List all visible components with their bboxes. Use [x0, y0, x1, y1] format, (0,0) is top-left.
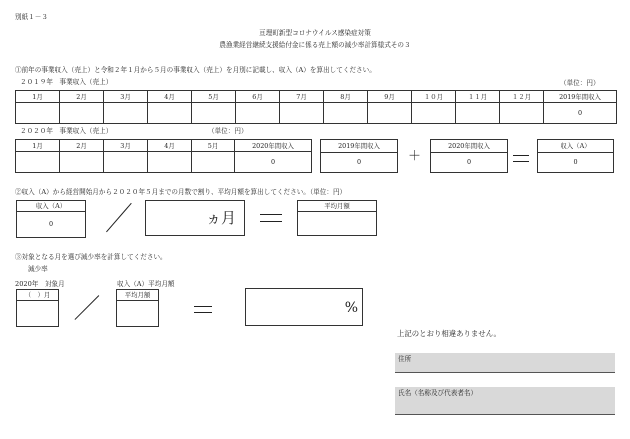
month-header-2019: 7月 — [280, 91, 324, 103]
title-line-2: 農漁業経営継続支援給付金に係る売上額の減少率計算様式その３ — [219, 41, 411, 49]
box-2019-annual-value: 0 — [356, 158, 362, 166]
annual-2020-header: 2020年間収入 — [235, 140, 312, 152]
month-input-2020[interactable] — [192, 152, 235, 173]
month-header-2020: 4月 — [148, 140, 192, 152]
month-input-2019[interactable] — [16, 103, 60, 124]
box-2019-annual-label: 2019年間収入 — [321, 140, 397, 153]
income-a-box — [537, 139, 614, 173]
target-month-caption: 2020年 対象月 — [15, 280, 65, 288]
y2019-label: ２０１９年 事業収入（売上） — [20, 78, 113, 86]
s3-avg-box — [116, 289, 159, 327]
address-label: 住所 — [398, 355, 412, 363]
s3-avg-label: 平均月額 — [117, 290, 158, 301]
month-header-2020: 5月 — [192, 140, 235, 152]
months-suffix: ヵ月 — [205, 209, 236, 227]
section1-instruction: ①前年の事業収入（売上）と令和２年１月から５月の事業収入（売上）を月別に記載し、収入（A）を算出してください。 — [15, 66, 376, 74]
section3-instruction: ③対象となる月を選び減少率を計算してください。 — [15, 253, 167, 261]
equals-sign — [260, 214, 282, 222]
month-input-2019[interactable] — [104, 103, 148, 124]
divide-slash-2 — [75, 295, 100, 320]
form-id: 別紙１－３ — [15, 13, 48, 21]
month-header-2019: 1月 — [16, 91, 60, 103]
box-2020-annual-value: 0 — [466, 158, 472, 166]
avg-monthly-label: 平均月額 — [298, 201, 376, 212]
table-2020-income — [15, 139, 312, 173]
plus-sign: ＋ — [408, 149, 422, 164]
annual-2020-value: 0 — [235, 152, 312, 173]
months-box[interactable] — [145, 200, 245, 236]
unit-label-2020: （単位：円） — [208, 127, 248, 135]
month-input-2019[interactable] — [236, 103, 280, 124]
address-field[interactable] — [395, 353, 615, 373]
reduction-label: 減少率 — [28, 265, 48, 273]
month-input-2019[interactable] — [324, 103, 368, 124]
equals-sign — [513, 155, 529, 162]
month-header-2019: １０月 — [412, 91, 456, 103]
avg-caption: 収入（A）平均月額 — [117, 280, 175, 288]
percent-sign: % — [344, 300, 358, 316]
month-input-2020[interactable] — [104, 152, 148, 173]
month-input-2019[interactable] — [280, 103, 324, 124]
month-input-2019[interactable] — [500, 103, 544, 124]
month-header-2019: １１月 — [456, 91, 500, 103]
attestation-text: 上記のとおり相違ありません。 — [397, 329, 501, 338]
s2-income-box — [16, 200, 86, 238]
target-month-label: （ ）月 — [17, 290, 58, 301]
title-line-1: 亘理町新型コロナウイルス感染症対策 — [259, 29, 371, 37]
s2-income-value: 0 — [48, 220, 54, 228]
month-input-2019[interactable] — [412, 103, 456, 124]
month-input-2019[interactable] — [148, 103, 192, 124]
month-input-2020[interactable] — [148, 152, 192, 173]
month-header-2019: 6月 — [236, 91, 280, 103]
box-2020-annual — [430, 139, 508, 173]
month-header-2019: 2月 — [60, 91, 104, 103]
name-field[interactable] — [395, 387, 615, 415]
unit-label-2019: （単位：円） — [560, 79, 600, 87]
month-header-2020: 2月 — [60, 140, 104, 152]
section2-instruction: ②収入（A）から経営開始月から２０２０年５月までの月数で割り、平均月額を算出してください。（単位：円） — [15, 188, 347, 196]
s2-income-label: 収入（A） — [17, 201, 85, 212]
target-month-box — [16, 289, 59, 327]
table-2019-income — [15, 90, 617, 124]
percent-box[interactable] — [245, 288, 363, 326]
month-input-2020[interactable] — [16, 152, 60, 173]
annual-2019-value: 0 — [544, 103, 617, 124]
month-header-2020: 1月 — [16, 140, 60, 152]
avg-monthly-box — [297, 200, 377, 236]
month-input-2020[interactable] — [60, 152, 104, 173]
month-header-2019: 3月 — [104, 91, 148, 103]
month-header-2019: 4月 — [148, 91, 192, 103]
box-2019-annual — [320, 139, 398, 173]
month-input-2019[interactable] — [456, 103, 500, 124]
month-header-2019: 9月 — [368, 91, 412, 103]
month-header-2019: 5月 — [192, 91, 236, 103]
month-input-2019[interactable] — [368, 103, 412, 124]
name-label: 氏名（名称及び代表者名） — [398, 389, 478, 397]
annual-2019-header: 2019年間収入 — [544, 91, 617, 103]
month-header-2019: 8月 — [324, 91, 368, 103]
income-a-label: 収入（A） — [538, 140, 613, 153]
divide-slash-1 — [106, 203, 132, 233]
month-header-2019: １２月 — [500, 91, 544, 103]
month-header-2020: 3月 — [104, 140, 148, 152]
equals-sign — [194, 306, 212, 313]
box-2020-annual-label: 2020年間収入 — [431, 140, 507, 153]
income-a-value: 0 — [573, 158, 578, 166]
month-input-2019[interactable] — [192, 103, 236, 124]
month-input-2019[interactable] — [60, 103, 104, 124]
y2020-label: ２０２０年 事業収入（売上） — [20, 127, 113, 135]
